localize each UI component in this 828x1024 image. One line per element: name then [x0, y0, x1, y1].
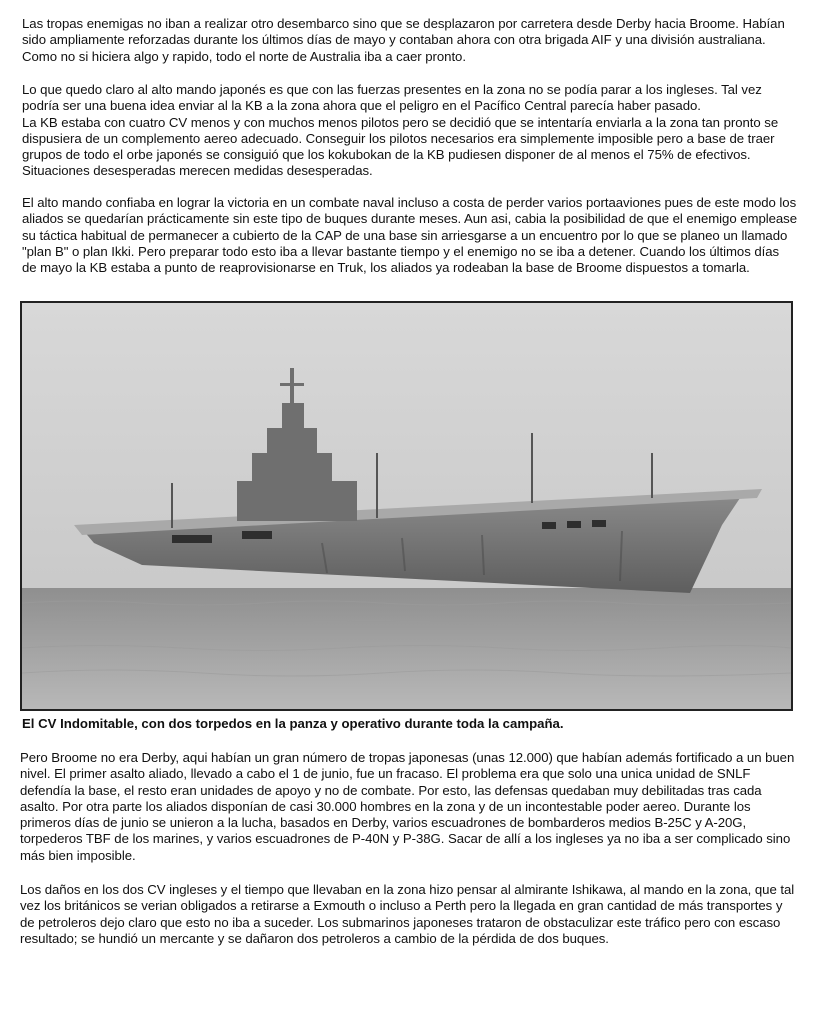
paragraph-2-part-b: La KB estaba con cuatro CV menos y con muchos menos pilotos pero se decidió que se intentaría enviarla a la zona tan pronto se dispusiera de un complemento aereo adecuado. Conseguir los pilotos necesarios era simplemente imposible pero a base de traer grupos de todo el orbe japonés se consiguió que los kokubokan de la KB pudiesen disponer de al menos el 75% de efectivos. Situaciones desesperadas merecen medidas desesperadas.: [22, 114, 779, 179]
paragraph-3: El alto mando confiaba en lograr la victoria en un combate naval incluso a costa de perder varios portaaviones pues de este modo los aliados se quedarían prácticamente sin este tipo de buques durante meses. Aun asi, cabia la posibilidad de que el enemigo emplease su táctica habitual de permanecer a cubierto de la CAP de una base sin arriesgarse a un encuentro por lo que se planeo un llamado "plan B" o plan Ikki. Pero preparar todo esto iba a llevar bastante tiempo y el enemigo no se iba a detener. Cuando los últimos días de mayo la KB estaba a punto de reaprovisionarse en Truk, los aliados ya rodeaban la base de Broome dispuestos a tomarla.: [22, 195, 798, 276]
paragraph-2: [22, 82, 797, 180]
paragraph-4: Pero Broome no era Derby, aqui habían un gran número de tropas japonesas (unas 12.000) que habían además fortificado a un buen nivel. El primer asalto aliado, llevado a cabo el 1 de junio, fue un fracaso. El problema era que solo una unica unidad de SNLF defendía la base, el resto eran unidades de apoyo y no de combate. Por esto, las defensas quedaban muy debilitadas tras cada asalto. Por otra parte los aliados disponían de casi 30.000 hombres en la zona y de un incontestable poder aereo. Durante los primeros días de junio se unieron a la lucha, basados en Derby, varios escuadrones de bombarderos medios B-25C y A-20G, torpederos TBF de los marines, y varios escuadrones de P-40N y P-38G. Sacar de allí a los ingleses ya no iba a ser complicado sino más bien imposible.: [20, 750, 795, 863]
paragraph-5: Los daños en los dos CV ingleses y el tiempo que llevaban en la zona hizo pensar al almirante Ishikawa, al mando en la zona, que tal vez los británicos se verian obligados a retirarse a Exmouth o incluso a Perth pero la llegada en gran cantidad de más transportes y de petroleros dejo claro que esto no iba a suceder. Los submarinos japoneses trataron de obstaculizar este tráfico pero con escaso resultado; se hundió un mercante y se dañaron dos petroleros a cambio de la pérdida de dos buques.: [20, 882, 795, 946]
carrier-illustration: [22, 303, 791, 709]
paragraph-2-part-a: Lo que quedo claro al alto mando japonés es que con las fuerzas presentes en la zona no se podía parar a los ingleses. Tal vez podría ser una buena idea enviar al la KB a la zona ahora que el peligro en el Pacífico Central parecía haber pasado.: [22, 82, 762, 114]
figure-caption: El CV Indomitable, con dos torpedos en la panza y operativo durante toda la campaña.: [22, 716, 564, 731]
sea: [22, 588, 791, 709]
paragraph-1: Las tropas enemigas no iban a realizar otro desembarco sino que se desplazaron por carretera desde Derby hacia Broome. Habían sido ampliamente reforzadas durante los últimos días de mayo y contaban ahora con otra brigada AIF y una división australiana. Como no si hiciera algo y rapido, todo el norte de Australia iba a caer pronto.: [22, 16, 785, 64]
aircraft-carrier-photo: [20, 301, 793, 711]
